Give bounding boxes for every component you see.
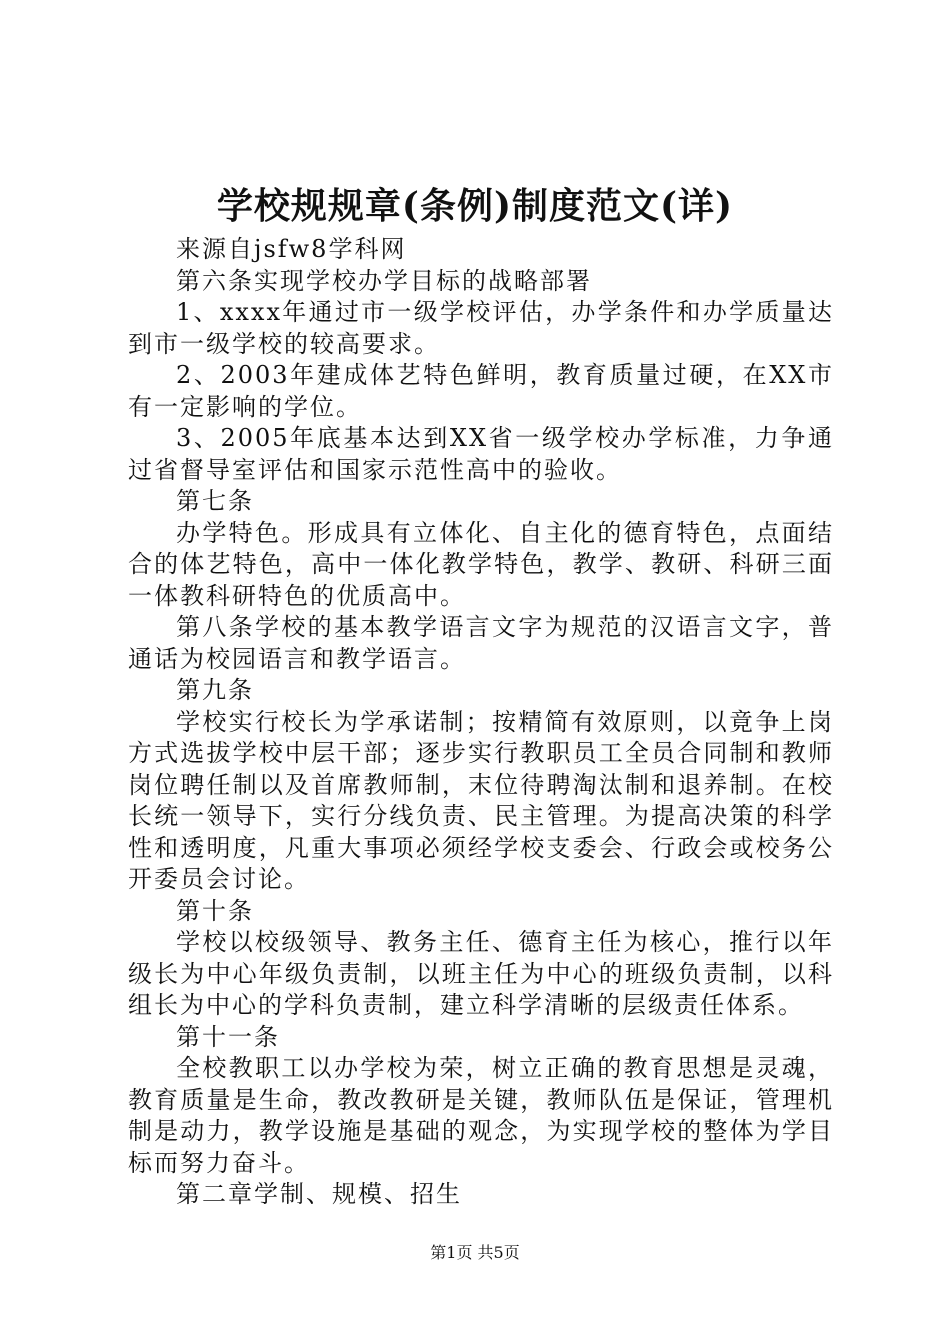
paragraph-article-8: 第八条学校的基本教学语言文字为规范的汉语言文字，普通话为校园语言和教学语言。 xyxy=(128,613,834,673)
paragraph-item-2: 2、2003年建成体艺特色鲜明，教育质量过硬，在XX市有一定影响的学位。 xyxy=(128,361,834,421)
page-footer: 第1页 共5页 xyxy=(430,1243,520,1262)
paragraph-item-1: 1、xxxx年通过市一级学校评估，办学条件和办学质量达到市一级学校的较高要求。 xyxy=(128,298,834,358)
paragraph-article-11-body: 全校教职工以办学校为荣，树立正确的教育思想是灵魂，教育质量是生命，教改教研是关键，教师队伍是保证，管理机制是动力，教学设施是基础的观念，为实现学校的整体为学目标而努力奋斗。 xyxy=(128,1054,834,1177)
paragraph-article-10-body: 学校以校级领导、教务主任、德育主任为核心，推行以年级长为中心年级负责制，以班主任为中心的班级负责制，以科组长为中心的学科负责制，建立科学清晰的层级责任体系。 xyxy=(128,928,834,1019)
document-title: 学校规规章(条例)制度范文(详) xyxy=(216,185,734,227)
paragraph-article-7-heading: 第七条 xyxy=(176,487,254,515)
paragraph-article-6-heading: 第六条实现学校办学目标的战略部署 xyxy=(176,266,592,295)
paragraph-source: 来源自jsfw8学科网 xyxy=(176,235,407,263)
paragraph-article-9-body: 学校实行校长为学承诺制；按精简有效原则，以竟争上岗方式选拔学校中层干部；逐步实行教职员工全员合同制和教师岗位聘任制以及首席教师制，末位待聘淘汰制和退养制。在校长统一领导下，实行分线负责、民主管理。为提高决策的科学性和透明度，凡重大事项必须经学校支委会、行政会或校务公开委员会讨论。 xyxy=(128,707,834,893)
paragraph-article-10-heading: 第十条 xyxy=(176,896,254,925)
paragraph-item-3: 3、2005年底基本达到XX省一级学校办学标准，力争通过省督导室评估和国家示范性高中的验收。 xyxy=(128,424,834,484)
paragraph-article-9-heading: 第九条 xyxy=(176,676,254,704)
document-body xyxy=(128,234,834,1211)
paragraph-article-7-body: 办学特色。形成具有立体化、自主化的德育特色，点面结合的体艺特色，高中一体化教学特色，教学、教研、科研三面一体教科研特色的优质高中。 xyxy=(128,518,834,610)
paragraph-chapter-2-heading: 第二章学制、规模、招生 xyxy=(176,1180,462,1208)
paragraph-article-11-heading: 第十一条 xyxy=(176,1022,280,1051)
